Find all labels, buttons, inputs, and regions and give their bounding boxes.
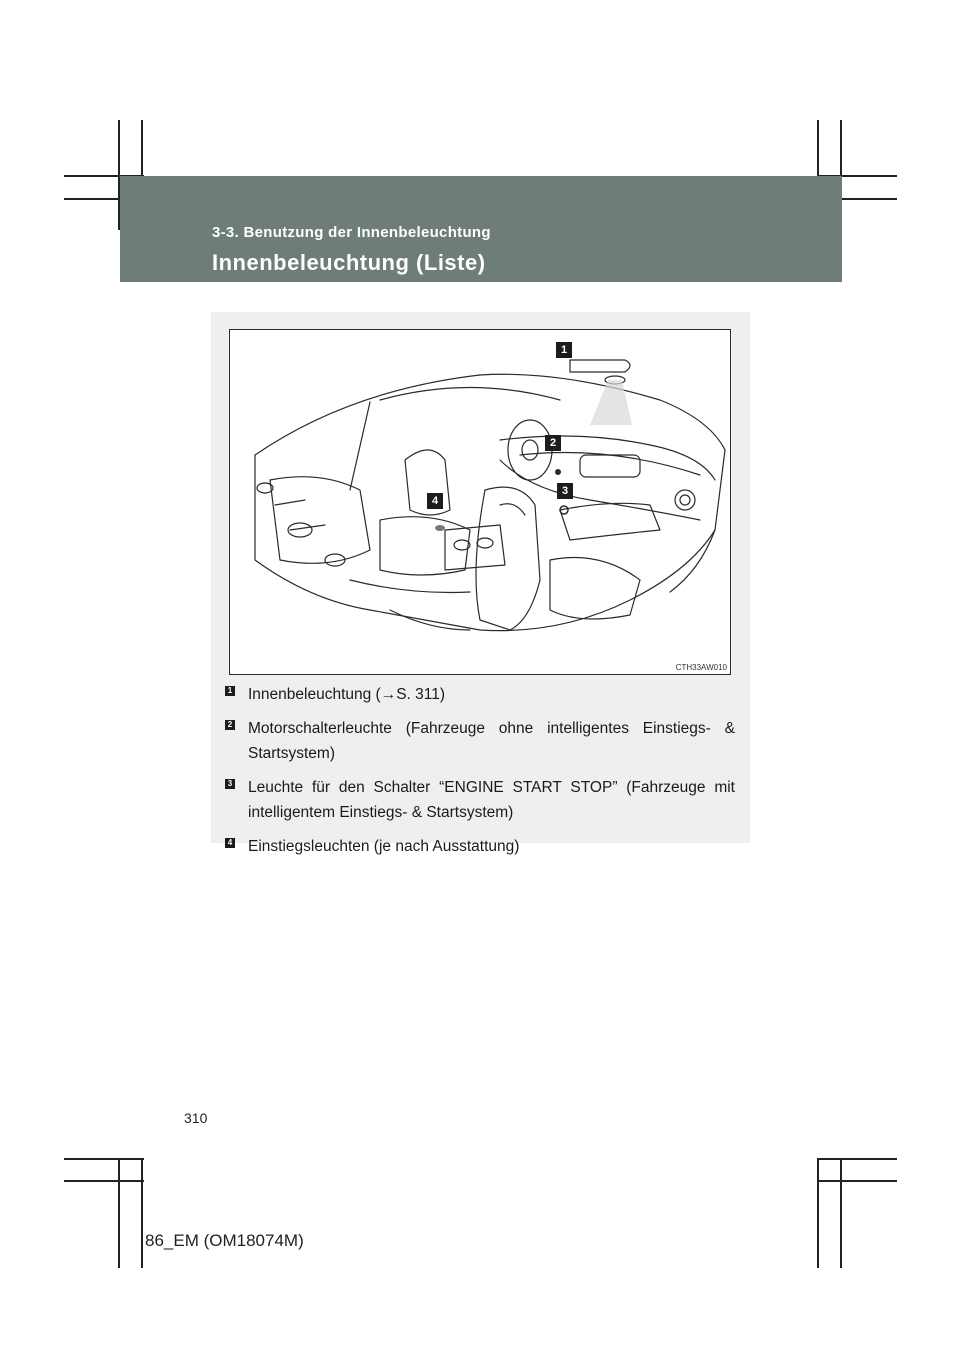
crop-mark [840,1158,842,1268]
car-interior-drawing [230,330,730,674]
callout-1: 1 [556,342,572,358]
crop-mark [64,1158,144,1160]
interior-illustration [229,329,731,675]
callout-3: 3 [557,483,573,499]
legend-text: Leuchte für den Schalter “ENGINE START STOP” (Fahrzeuge mit intelligentem Einstiegs- & Startsystem) [248,779,735,821]
crop-mark [64,1180,144,1182]
legend-item [225,834,735,859]
legend-number: 2 [225,720,235,730]
crop-mark [817,1180,897,1182]
callout-4: 4 [427,493,443,509]
legend-item [225,682,735,707]
figure-code: CTH33AW010 [675,663,727,672]
legend-number: 1 [225,686,235,696]
legend-text: Innenbeleuchtung (→S. 311) [248,686,446,703]
legend-item [225,716,735,766]
legend-number: 4 [225,838,235,848]
legend-item [225,775,735,825]
legend-text: Motorschalterleuchte (Fahrzeuge ohne intelligentes Einstiegs- & Startsystem) [248,720,735,762]
callout-2: 2 [545,435,561,451]
page-number: 310 [184,1110,208,1126]
chapter-header [120,176,842,282]
legend-list [225,682,735,868]
crop-mark [817,1158,819,1268]
crop-mark [817,1158,897,1160]
section-label: 3-3. Benutzung der Innenbeleuchtung [212,224,491,241]
crop-mark [141,1158,143,1268]
crop-mark [118,1158,120,1268]
legend-text: Einstiegsleuchten (je nach Ausstattung) [248,838,520,855]
page-title: Innenbeleuchtung (Liste) [212,250,486,275]
document-code: 86_EM (OM18074M) [145,1231,304,1250]
legend-number: 3 [225,779,235,789]
content-panel [211,312,750,855]
